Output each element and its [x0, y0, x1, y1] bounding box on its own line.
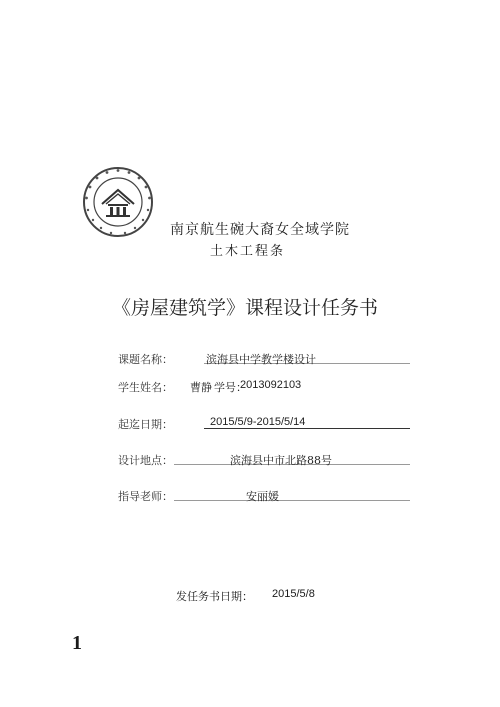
topic-value: 滨海县中学教学楼设计	[206, 353, 316, 366]
location-label: 设计地点：	[118, 454, 173, 467]
location-value: 滨海县中市北路88号	[230, 454, 332, 467]
advisor-label: 指导老师：	[118, 490, 173, 503]
student-id-label: 学号：	[214, 381, 247, 394]
advisor-row	[118, 488, 418, 506]
advisor-underline	[174, 500, 410, 501]
topic-row	[118, 351, 418, 369]
university-seal-icon	[82, 166, 154, 238]
student-label: 学生姓名：	[118, 381, 173, 394]
topic-label: 课题名称：	[118, 353, 173, 366]
document-title: 《房屋建筑学》课程设计任务书	[112, 297, 379, 319]
page-number: 1	[72, 632, 82, 654]
student-name: 曹静	[190, 381, 212, 394]
dates-underline	[204, 428, 410, 429]
dates-label: 起迄日期：	[118, 418, 173, 431]
advisor-value: 安丽媛	[246, 490, 279, 503]
school-name: 南京航生碗大裔女全域学院	[170, 222, 350, 238]
dates-value: 2015/5/9-2015/5/14	[210, 416, 306, 428]
issue-date-label: 发任务书日期：	[176, 590, 253, 603]
student-id-value: 2013092103	[240, 379, 302, 391]
department-name: 土木工程条	[210, 244, 286, 259]
dates-row	[118, 416, 418, 434]
issue-date-value: 2015/5/8	[272, 588, 315, 600]
location-row	[118, 452, 418, 470]
student-row	[118, 379, 418, 397]
